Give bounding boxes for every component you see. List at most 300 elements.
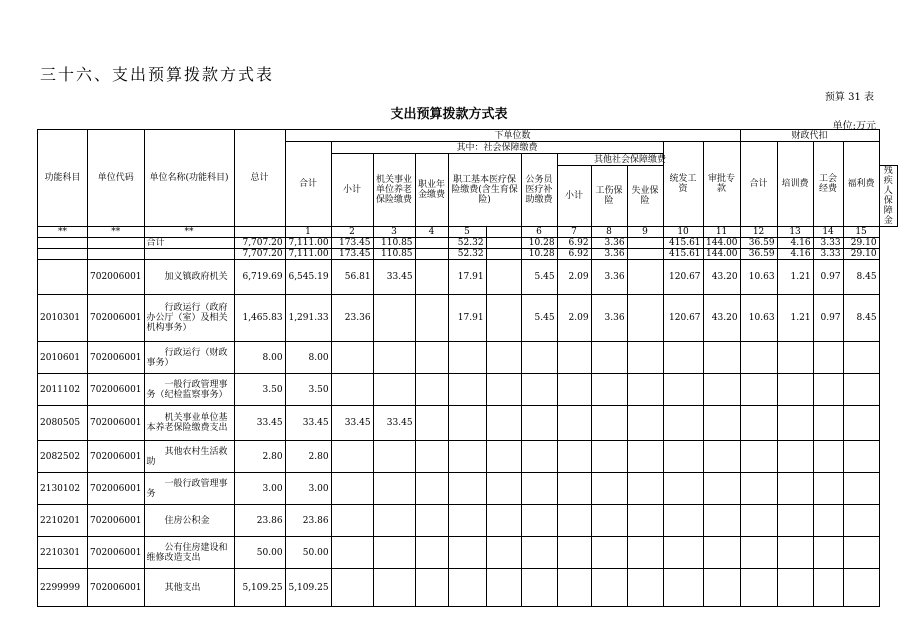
- value-cell: [627, 249, 663, 260]
- value-cell: [373, 505, 415, 537]
- column-index: 14: [813, 227, 843, 238]
- value-cell: [813, 505, 843, 537]
- unit-code: 702006001: [88, 295, 145, 342]
- value-cell: [415, 441, 448, 473]
- value-cell: 7,707.20: [234, 238, 285, 249]
- value-cell: [813, 473, 843, 505]
- function-code: [38, 260, 88, 295]
- function-code: 2082502: [38, 441, 88, 473]
- value-cell: [627, 473, 663, 505]
- value-cell: [777, 342, 813, 374]
- value-cell: [415, 249, 448, 260]
- value-cell: 43.20: [703, 295, 740, 342]
- value-cell: 0.97: [813, 260, 843, 295]
- value-cell: [843, 569, 879, 607]
- column-index: 4: [415, 227, 448, 238]
- value-cell: [486, 537, 521, 569]
- table-row: [38, 441, 898, 473]
- value-cell: [486, 238, 521, 249]
- value-cell: [627, 238, 663, 249]
- header-gov-collect: 财政代扣: [740, 130, 879, 142]
- table-row: [38, 295, 898, 342]
- column-index: 15: [843, 227, 879, 238]
- value-cell: 6,545.19: [285, 260, 331, 295]
- unit-code: 702006001: [88, 441, 145, 473]
- value-cell: 52.32: [448, 249, 486, 260]
- value-cell: [448, 537, 486, 569]
- value-cell: 173.45: [331, 238, 373, 249]
- unit-code: 702006001: [88, 569, 145, 607]
- value-cell: [843, 505, 879, 537]
- column-index: 2: [331, 227, 373, 238]
- value-cell: 3.00: [285, 473, 331, 505]
- table-title: 支出预算拨款方式表: [390, 107, 508, 122]
- value-cell: 173.45: [331, 249, 373, 260]
- value-cell: [557, 569, 591, 607]
- value-cell: 3.33: [813, 249, 843, 260]
- unit-name: 行政运行（财政事务）: [144, 342, 234, 374]
- value-cell: [703, 569, 740, 607]
- value-cell: 3.36: [591, 260, 627, 295]
- header-union: 工会经费: [813, 142, 843, 227]
- header-function: 功能科目: [38, 130, 88, 227]
- header-disability: 残疾人保障金: [879, 166, 897, 227]
- value-cell: [627, 441, 663, 473]
- value-cell: [521, 342, 557, 374]
- value-cell: [591, 505, 627, 537]
- header-medical: 职工基本医疗保险缴费(含生育保险): [448, 154, 521, 227]
- value-cell: [777, 406, 813, 441]
- value-cell: [486, 342, 521, 374]
- header-gov-sum: 合计: [740, 142, 777, 227]
- value-cell: 3.50: [234, 374, 285, 406]
- table-row: [38, 342, 898, 374]
- column-index: 3: [373, 227, 415, 238]
- value-cell: [486, 441, 521, 473]
- header-annuity: 职业年金缴费: [415, 154, 448, 227]
- function-code: 2080505: [38, 406, 88, 441]
- value-cell: [591, 569, 627, 607]
- value-cell: 29.10: [843, 249, 879, 260]
- value-cell: [448, 505, 486, 537]
- header-of-which-social: 其中：社会保障缴费: [331, 142, 663, 154]
- value-cell: 415.61: [663, 249, 703, 260]
- value-cell: 56.81: [331, 260, 373, 295]
- header-civil-medical: 公务员医疗补助缴费: [521, 154, 557, 227]
- value-cell: [557, 406, 591, 441]
- column-index: 10: [663, 227, 703, 238]
- value-cell: 8.45: [843, 260, 879, 295]
- value-cell: 6.92: [557, 238, 591, 249]
- value-cell: [486, 249, 521, 260]
- value-cell: [331, 342, 373, 374]
- value-cell: [415, 295, 448, 342]
- value-cell: 1,291.33: [285, 295, 331, 342]
- column-index: 5: [448, 227, 486, 238]
- function-code: 2010301: [38, 295, 88, 342]
- value-cell: 1,465.83: [234, 295, 285, 342]
- value-cell: 4.16: [777, 238, 813, 249]
- value-cell: [663, 505, 703, 537]
- value-cell: 10.63: [740, 260, 777, 295]
- value-cell: [486, 473, 521, 505]
- column-index: 6: [521, 227, 557, 238]
- value-cell: [486, 295, 521, 342]
- value-cell: [415, 342, 448, 374]
- value-cell: [627, 342, 663, 374]
- header-salary: 统发工资: [663, 142, 703, 227]
- table-number: 预算 31 表: [824, 92, 874, 103]
- value-cell: [557, 441, 591, 473]
- value-cell: [486, 505, 521, 537]
- value-cell: [415, 473, 448, 505]
- value-cell: [813, 537, 843, 569]
- value-cell: [591, 406, 627, 441]
- value-cell: [627, 260, 663, 295]
- value-cell: 23.86: [285, 505, 331, 537]
- value-cell: 7,111.00: [285, 238, 331, 249]
- value-cell: [557, 473, 591, 505]
- value-cell: [740, 374, 777, 406]
- unit-name: 一般行政管理事务（纪检监察事务）: [144, 374, 234, 406]
- value-cell: [663, 342, 703, 374]
- value-cell: [521, 441, 557, 473]
- value-cell: [663, 473, 703, 505]
- function-code: 2010601: [38, 342, 88, 374]
- column-index: 9: [627, 227, 663, 238]
- value-cell: 5,109.25: [234, 569, 285, 607]
- value-cell: [703, 342, 740, 374]
- value-cell: [373, 295, 415, 342]
- unit-code: [88, 238, 145, 249]
- value-cell: [331, 505, 373, 537]
- value-cell: [591, 537, 627, 569]
- value-cell: 23.36: [331, 295, 373, 342]
- value-cell: 6,719.69: [234, 260, 285, 295]
- value-cell: [627, 295, 663, 342]
- value-cell: [777, 441, 813, 473]
- value-cell: [777, 569, 813, 607]
- value-cell: [663, 569, 703, 607]
- unit-code: 702006001: [88, 406, 145, 441]
- value-cell: [703, 473, 740, 505]
- header-other-subtotal: 小计: [557, 166, 591, 227]
- value-cell: [415, 505, 448, 537]
- value-cell: [415, 238, 448, 249]
- value-cell: [663, 441, 703, 473]
- value-cell: [521, 569, 557, 607]
- value-cell: [591, 441, 627, 473]
- value-cell: [373, 342, 415, 374]
- header-pension: 机关事业单位养老保险缴费: [373, 154, 415, 227]
- value-cell: [373, 473, 415, 505]
- value-cell: 33.45: [285, 406, 331, 441]
- value-cell: 3.00: [234, 473, 285, 505]
- function-code: 2210301: [38, 537, 88, 569]
- unit-code: 702006001: [88, 473, 145, 505]
- function-code: 2011102: [38, 374, 88, 406]
- value-cell: [740, 342, 777, 374]
- unit-name: 加义镇政府机关: [144, 260, 234, 295]
- value-cell: [663, 374, 703, 406]
- value-cell: [415, 537, 448, 569]
- column-index-row: [38, 227, 898, 238]
- header-total: 总计: [234, 130, 285, 227]
- value-cell: [415, 374, 448, 406]
- value-cell: [373, 569, 415, 607]
- column-index: 13: [777, 227, 813, 238]
- unit-code: [88, 249, 145, 260]
- header-approved: 审批专款: [703, 142, 740, 227]
- value-cell: [448, 406, 486, 441]
- value-cell: [627, 406, 663, 441]
- value-cell: [557, 374, 591, 406]
- value-cell: 6.92: [557, 249, 591, 260]
- value-cell: 50.00: [285, 537, 331, 569]
- table-row: [38, 238, 898, 249]
- value-cell: [843, 537, 879, 569]
- value-cell: 8.00: [285, 342, 331, 374]
- value-cell: 1.21: [777, 260, 813, 295]
- value-cell: [331, 537, 373, 569]
- function-code: 2299999: [38, 569, 88, 607]
- value-cell: [663, 537, 703, 569]
- table-row: [38, 537, 898, 569]
- value-cell: [627, 537, 663, 569]
- value-cell: [703, 406, 740, 441]
- value-cell: [521, 505, 557, 537]
- unit-code: 702006001: [88, 505, 145, 537]
- unit-code: 702006001: [88, 342, 145, 374]
- unit-name: 其他农村生活救助: [144, 441, 234, 473]
- value-cell: 50.00: [234, 537, 285, 569]
- value-cell: [331, 569, 373, 607]
- value-cell: [777, 473, 813, 505]
- column-index: 7: [557, 227, 591, 238]
- value-cell: 1.21: [777, 295, 813, 342]
- header-sum: 合计: [285, 142, 331, 227]
- value-cell: [627, 569, 663, 607]
- value-cell: [703, 374, 740, 406]
- value-cell: 120.67: [663, 260, 703, 295]
- header-other-social: 其他社会保障缴费: [557, 154, 703, 166]
- value-cell: [740, 537, 777, 569]
- header-unit-code: 单位代码: [88, 130, 145, 227]
- unit-label: 单位:万元: [832, 121, 876, 132]
- table-row: [38, 473, 898, 505]
- value-cell: 3.50: [285, 374, 331, 406]
- unit-name: 合计: [144, 238, 234, 249]
- value-cell: [740, 406, 777, 441]
- value-cell: [843, 342, 879, 374]
- value-cell: 3.36: [591, 295, 627, 342]
- value-cell: 0.97: [813, 295, 843, 342]
- table-row: [38, 406, 898, 441]
- value-cell: 10.63: [740, 295, 777, 342]
- column-index: [234, 227, 285, 238]
- value-cell: 33.45: [331, 406, 373, 441]
- value-cell: [740, 505, 777, 537]
- value-cell: [663, 406, 703, 441]
- value-cell: [740, 569, 777, 607]
- value-cell: [703, 441, 740, 473]
- value-cell: [843, 441, 879, 473]
- unit-name: 行政运行（政府办公厅（室）及相关机构事务）: [144, 295, 234, 342]
- table-row: [38, 374, 898, 406]
- value-cell: [777, 505, 813, 537]
- value-cell: 144.00: [703, 238, 740, 249]
- value-cell: [813, 374, 843, 406]
- value-cell: 8.00: [234, 342, 285, 374]
- table-row: [38, 249, 898, 260]
- table-row: [38, 260, 898, 295]
- function-code: [38, 249, 88, 260]
- function-code: [38, 238, 88, 249]
- value-cell: [591, 473, 627, 505]
- value-cell: 29.10: [843, 238, 879, 249]
- value-cell: [486, 374, 521, 406]
- value-cell: 17.91: [448, 260, 486, 295]
- value-cell: [521, 374, 557, 406]
- value-cell: 43.20: [703, 260, 740, 295]
- value-cell: 110.85: [373, 238, 415, 249]
- column-index: 8: [591, 227, 627, 238]
- value-cell: [415, 569, 448, 607]
- value-cell: 3.36: [591, 238, 627, 249]
- value-cell: 7,707.20: [234, 249, 285, 260]
- value-cell: [591, 374, 627, 406]
- value-cell: 5.45: [521, 260, 557, 295]
- value-cell: 33.45: [373, 260, 415, 295]
- table-row: [38, 569, 898, 607]
- header-subtotal: 小计: [331, 154, 373, 227]
- value-cell: 23.86: [234, 505, 285, 537]
- value-cell: 36.59: [740, 238, 777, 249]
- value-cell: [373, 441, 415, 473]
- value-cell: [777, 374, 813, 406]
- value-cell: [415, 260, 448, 295]
- value-cell: [373, 537, 415, 569]
- value-cell: [777, 537, 813, 569]
- value-cell: 5.45: [521, 295, 557, 342]
- header-training: 培训费: [777, 142, 813, 227]
- value-cell: [415, 406, 448, 441]
- value-cell: 8.45: [843, 295, 879, 342]
- unit-name: 一般行政管理事务: [144, 473, 234, 505]
- value-cell: [486, 406, 521, 441]
- value-cell: [448, 473, 486, 505]
- value-cell: 17.91: [448, 295, 486, 342]
- value-cell: 10.28: [521, 238, 557, 249]
- value-cell: 3.33: [813, 238, 843, 249]
- value-cell: [448, 441, 486, 473]
- value-cell: [557, 342, 591, 374]
- unit-name: 住房公积金: [144, 505, 234, 537]
- value-cell: 144.00: [703, 249, 740, 260]
- value-cell: [627, 374, 663, 406]
- function-code: 2130102: [38, 473, 88, 505]
- column-index: **: [38, 227, 88, 238]
- value-cell: [521, 406, 557, 441]
- value-cell: [448, 342, 486, 374]
- value-cell: [740, 473, 777, 505]
- value-cell: [843, 406, 879, 441]
- value-cell: [448, 569, 486, 607]
- value-cell: 33.45: [234, 406, 285, 441]
- function-code: 2210201: [38, 505, 88, 537]
- value-cell: [843, 473, 879, 505]
- value-cell: 36.59: [740, 249, 777, 260]
- value-cell: [373, 374, 415, 406]
- header-injury: 工伤保险: [591, 166, 627, 227]
- unit-name: [144, 249, 234, 260]
- value-cell: 33.45: [373, 406, 415, 441]
- unit-name: 机关事业单位基本养老保险缴费支出: [144, 406, 234, 441]
- value-cell: [448, 374, 486, 406]
- value-cell: 7,111.00: [285, 249, 331, 260]
- value-cell: [486, 569, 521, 607]
- value-cell: 2.09: [557, 295, 591, 342]
- value-cell: [521, 473, 557, 505]
- header-unemployment: 失业保险: [627, 166, 663, 227]
- value-cell: [813, 406, 843, 441]
- page-heading: 三十六、支出预算拨款方式表: [40, 65, 275, 84]
- value-cell: 4.16: [777, 249, 813, 260]
- value-cell: 10.28: [521, 249, 557, 260]
- unit-code: 702006001: [88, 260, 145, 295]
- value-cell: 110.85: [373, 249, 415, 260]
- value-cell: 52.32: [448, 238, 486, 249]
- column-index: **: [144, 227, 234, 238]
- value-cell: [813, 342, 843, 374]
- value-cell: [703, 505, 740, 537]
- header-lower-units: 下单位数: [285, 130, 740, 142]
- value-cell: [627, 505, 663, 537]
- value-cell: 2.80: [234, 441, 285, 473]
- budget-table: [37, 129, 898, 607]
- value-cell: 2.09: [557, 260, 591, 295]
- column-index: 1: [285, 227, 331, 238]
- value-cell: 5,109.25: [285, 569, 331, 607]
- value-cell: [486, 260, 521, 295]
- unit-code: 702006001: [88, 374, 145, 406]
- value-cell: [591, 342, 627, 374]
- value-cell: [703, 537, 740, 569]
- value-cell: [740, 441, 777, 473]
- unit-code: 702006001: [88, 537, 145, 569]
- unit-name: 公有住房建设和维修改造支出: [144, 537, 234, 569]
- value-cell: 120.67: [663, 295, 703, 342]
- value-cell: 3.36: [591, 249, 627, 260]
- header-welfare: 福利费: [843, 142, 879, 227]
- value-cell: [813, 569, 843, 607]
- value-cell: [557, 537, 591, 569]
- column-index: [486, 227, 521, 238]
- column-index: 12: [740, 227, 777, 238]
- value-cell: [813, 441, 843, 473]
- value-cell: [331, 374, 373, 406]
- value-cell: [521, 537, 557, 569]
- table-row: [38, 505, 898, 537]
- value-cell: [331, 441, 373, 473]
- unit-name: 其他支出: [144, 569, 234, 607]
- header-unit-name: 单位名称(功能科目): [144, 130, 234, 227]
- column-index: **: [88, 227, 145, 238]
- value-cell: [331, 473, 373, 505]
- value-cell: 2.80: [285, 441, 331, 473]
- value-cell: [557, 505, 591, 537]
- value-cell: 415.61: [663, 238, 703, 249]
